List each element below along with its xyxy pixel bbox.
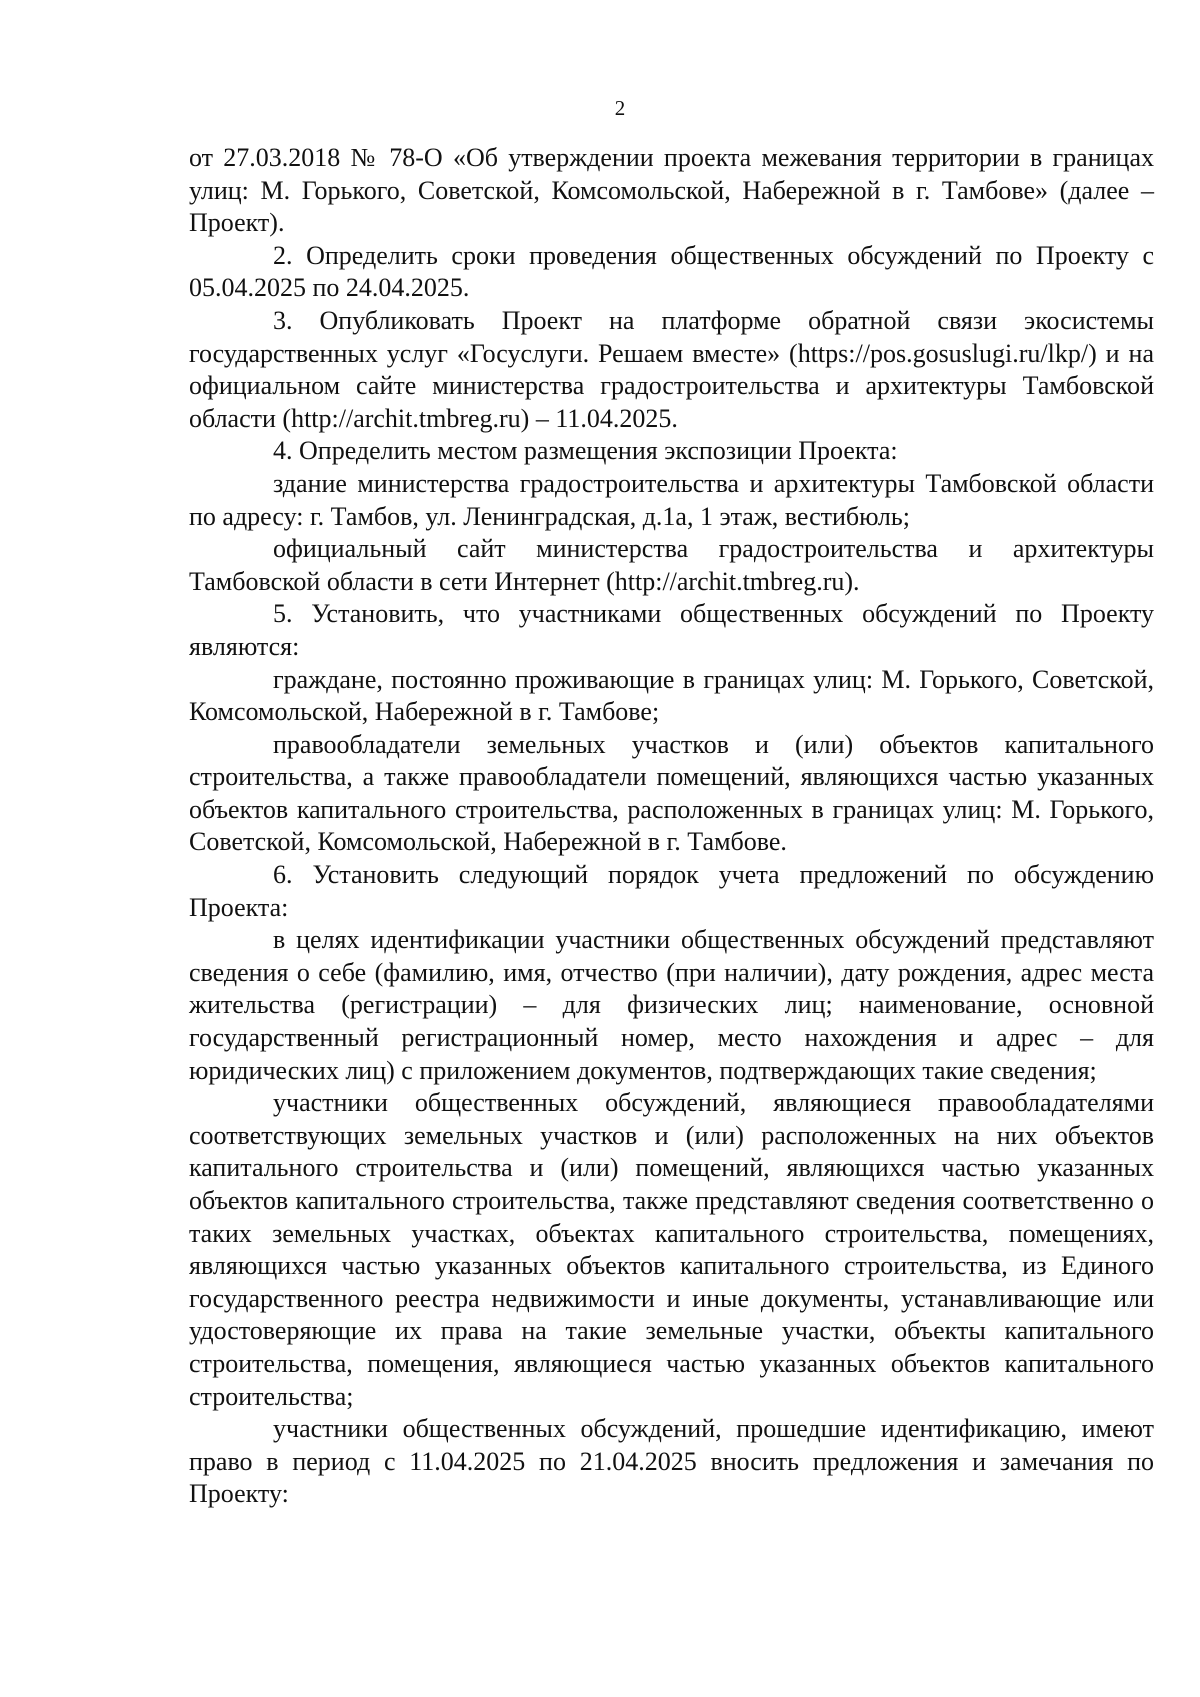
paragraph-identification: в целях идентификации участники общественных обсуждений представляют сведения о себе (фамилию, имя, отчество (при наличии), дату рождения, адрес места жительства (регистрации) – для физических лиц; наименование, основной государственный регистрационный номер, место нахождения и адрес – для юридических лиц) с приложением документов, подтверждающих такие сведения; — [189, 925, 1154, 1085]
paragraph-participants-rightholders: правообладатели земельных участков и (или) объектов капитального строительства, а также правообладатели помещений, являющихся частью указанных объектов капитального строительства, расположенных в границах улиц: М. Горького, Советской, Комсомольской, Набережной в г. Тамбове. — [189, 729, 1154, 857]
paragraph-item-4: 4. Определить местом размещения экспозиции Проекта: — [273, 436, 898, 466]
paragraph-rightholder-documents: участники общественных обсуждений, являющиеся правообладателями соответствующих земельных участков и (или) расположенных на них объектов капитального строительства и (или) помещений, являющихся частью указанных объектов капитального строительства, также представляют сведения соответственно о таких земельных участках, объектах капитального строительства, помещениях, являющихся частью указанных объектов капитального строительства, из Единого государственного реестра недвижимости и иные документы, устанавливающие или удостоверяющие их права на такие земельные участки, объекты капитального строительства, помещения, являющиеся частью указанных объектов капитального строительства; — [189, 1088, 1154, 1411]
paragraph-item-6: 6. Установить следующий порядок учета предложений по обсуждению Проекта: — [189, 860, 1154, 922]
paragraph-item-5: 5. Установить, что участниками общественных обсуждений по Проекту являются: — [189, 599, 1154, 661]
paragraph-item-2: 2. Определить сроки проведения общественных обсуждений по Проекту с 05.04.2025 по 24.04.2025. — [189, 240, 1154, 303]
paragraph-exposition-building: здание министерства градостроительства и архитектуры Тамбовской области по адресу: г. Тамбов, ул. Ленинградская, д.1а, 1 этаж, вестибюль; — [189, 468, 1154, 531]
paragraph-item-3: 3. Опубликовать Проект на платформе обратной связи экосистемы государственных услуг «Госуслуги. Решаем вместе» (https://pos.gosuslugi.ru/lkp/) и на официальном сайте министерства градостроительства и архитектуры Тамбовской области (http://archit.tmbreg.ru) – 11.04.2025. — [189, 305, 1154, 433]
paragraph-proposal-period: участники общественных обсуждений, прошедшие идентификацию, имеют право в период с 11.04.2025 по 21.04.2025 вносить предложения и замечания по Проекту: — [189, 1414, 1154, 1509]
paragraph-exposition-website: официальный сайт министерства градостроительства и архитектуры Тамбовской области в сети Интернет (http://archit.tmbreg.ru). — [189, 534, 1154, 596]
document-body — [189, 142, 1154, 1511]
paragraph-participants-citizens: граждане, постоянно проживающие в границах улиц: М. Горького, Советской, Комсомольской, Набережной в г. Тамбове; — [189, 664, 1154, 727]
page-number: 2 — [614, 96, 626, 120]
paragraph-decree-reference: от 27.03.2018 № 78-О «Об утверждении проекта межевания территории в границах улиц: М. Горького, Советской, Комсомольской, Набережной в г. Тамбове» (далее – Проект). — [189, 143, 1154, 238]
